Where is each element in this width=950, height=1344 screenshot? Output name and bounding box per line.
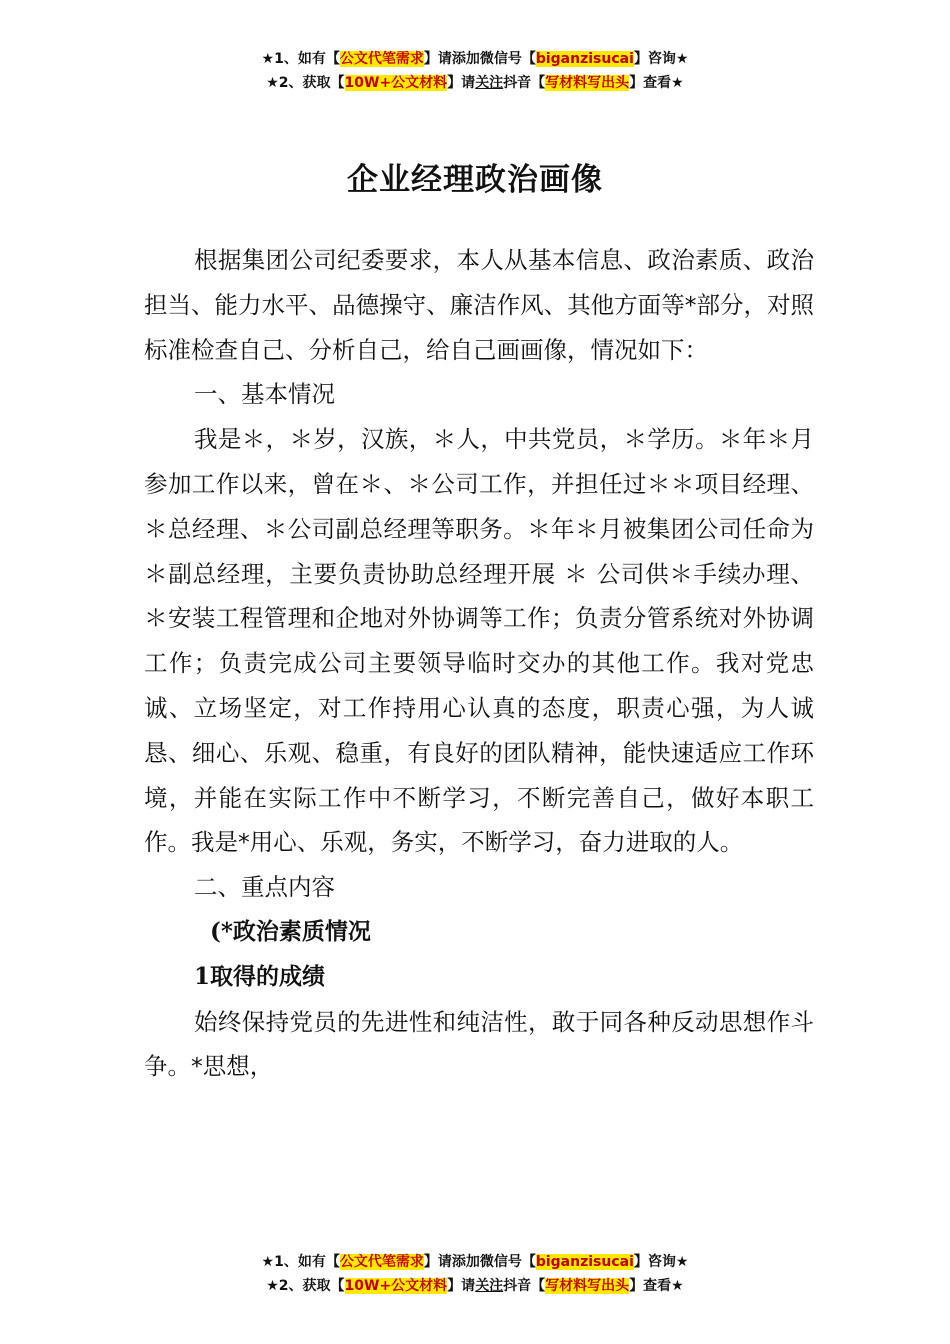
subheading-political-quality: (*政治素质情况	[210, 917, 371, 945]
banner-line-1: ★1、如有【公文代笔需求】请添加微信号【biganzisucai】咨询★	[261, 51, 689, 67]
section-heading-basic: 一、基本情况	[194, 380, 335, 409]
subheading-achievements: 1取得的成绩	[194, 962, 326, 990]
banner-line-2: ★2、获取【10W+公文材料】请关注抖音【写材料写出头】查看★	[266, 75, 684, 91]
section-heading-key: 二、重点内容	[194, 873, 335, 902]
document-title: 企业经理政治画像	[347, 162, 603, 198]
header-banner	[0, 47, 950, 95]
basic-info-paragraph: 我是＊，＊岁，汉族，＊人，中共党员，＊学历。＊年＊月参加工作以来，曾在＊、＊公司工作，并担任过＊＊项目经理、＊总经理、＊公司副总经理等职务。＊年＊月被集团公司任命为＊副总经理，主要负责协助总经理开展 ＊ 公司供＊手续办理、＊安装工程管理和企地对外协调等工作；负责分管系统对外协调工作；负责完成公司主要领导临时交办的其他工作。我对党忠诚、立场坚定，对工作持用心认真的态度，职责心强，为人诚恳、细心、乐观、稳重，有良好的团队精神，能快速适应工作环境，并能在实际工作中不断学习，不断完善自己，做好本职工作。我是*用心、乐观，务实，不断学习，奋力进取的人。	[144, 425, 814, 857]
achievements-paragraph: 始终保持党员的先进性和纯洁性，敢于同各种反动思想作斗争。*思想，	[144, 1007, 814, 1081]
footer-banner	[0, 1250, 950, 1298]
intro-paragraph: 根据集团公司纪委要求，本人从基本信息、政治素质、政治担当、能力水平、品德操守、廉洁作风、其他方面等*部分，对照标准检查自己、分析自己，给自己画画像，情况如下：	[144, 246, 814, 364]
banner-line-1: ★1、如有【公文代笔需求】请添加微信号【biganzisucai】咨询★	[261, 1254, 689, 1270]
banner-line-2: ★2、获取【10W+公文材料】请关注抖音【写材料写出头】查看★	[266, 1278, 684, 1294]
document-body	[144, 238, 814, 1089]
